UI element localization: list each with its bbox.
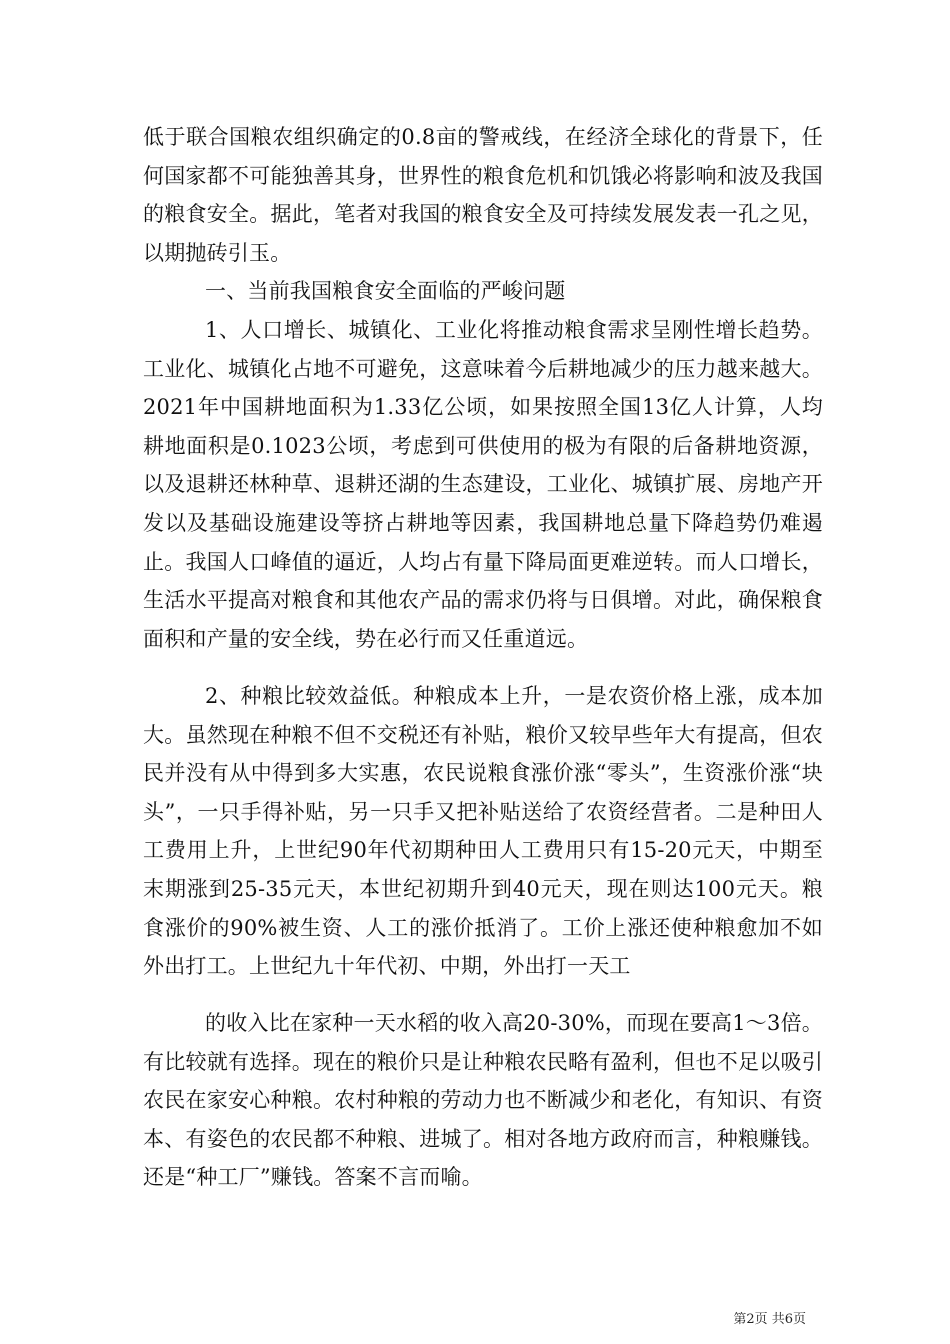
paragraph-point-2: 2、种粮比较效益低。种粮成本上升，一是农资价格上涨，成本加大。虽然现在种粮不但不交税还有补贴，粮价又较早些年大有提高，但农民并没有从中得到多大实惠，农民说粮食涨价涨“零头”，生资涨价涨“块头”，一只手得补贴，另一只手又把补贴送给了农资经营者。二是种田人工费用上升，上世纪90年代初期种田人工费用只有15-20元天，中期至末期涨到25-35元天，本世纪初期升到40元天，现在则达100元天。粮食涨价的90%被生资、人工的涨价抵消了。工价上涨还使种粮愈加不如外出打工。上世纪九十年代初、中期，外出打一天工: [143, 684, 823, 979]
section-heading: 一、当前我国粮食安全面临的严峻问题: [205, 279, 566, 303]
paragraph-continuation: 的收入比在家种一天水稻的收入高20-30%，而现在要高1～3倍。有比较就有选择。现在的粮价只是让种粮农民略有盈利，但也不足以吸引农民在家安心种粮。农村种粮的劳动力也不断减少和老化，有知识、有资本、有姿色的农民都不种粮、进城了。相对各地方政府而言，种粮赚钱。还是“种工厂”赚钱。答案不言而喻。: [143, 1011, 823, 1190]
page-number: 第2页 共6页: [733, 1312, 806, 1327]
paragraph-point-1: 1、人口增长、城镇化、工业化将推动粮食需求呈刚性增长趋势。工业化、城镇化占地不可避免，这意味着今后耕地减少的压力越来越大。2021年中国耕地面积为1.33亿公顷，如果按照全国13亿人计算，人均耕地面积是0.1023公顷，考虑到可供使用的极为有限的后备耕地资源，以及退耕还林种草、退耕还湖的生态建设，工业化、城镇扩展、房地产开发以及基础设施建设等挤占耕地等因素，我国耕地总量下降趋势仍难遏止。我国人口峰值的逼近，人均占有量下降局面更难逆转。而人口增长，生活水平提高对粮食和其他农产品的需求仍将与日俱增。对此，确保粮食面积和产量的安全线，势在必行而又任重道远。: [143, 318, 823, 651]
paragraph-intro: 低于联合国粮农组织确定的0.8亩的警戒线，在经济全球化的背景下，任何国家都不可能独善其身，世界性的粮食危机和饥饿必将影响和波及我国的粮食安全。据此，笔者对我国的粮食安全及可持续发展发表一孔之见，以期抛砖引玉。: [143, 125, 823, 265]
